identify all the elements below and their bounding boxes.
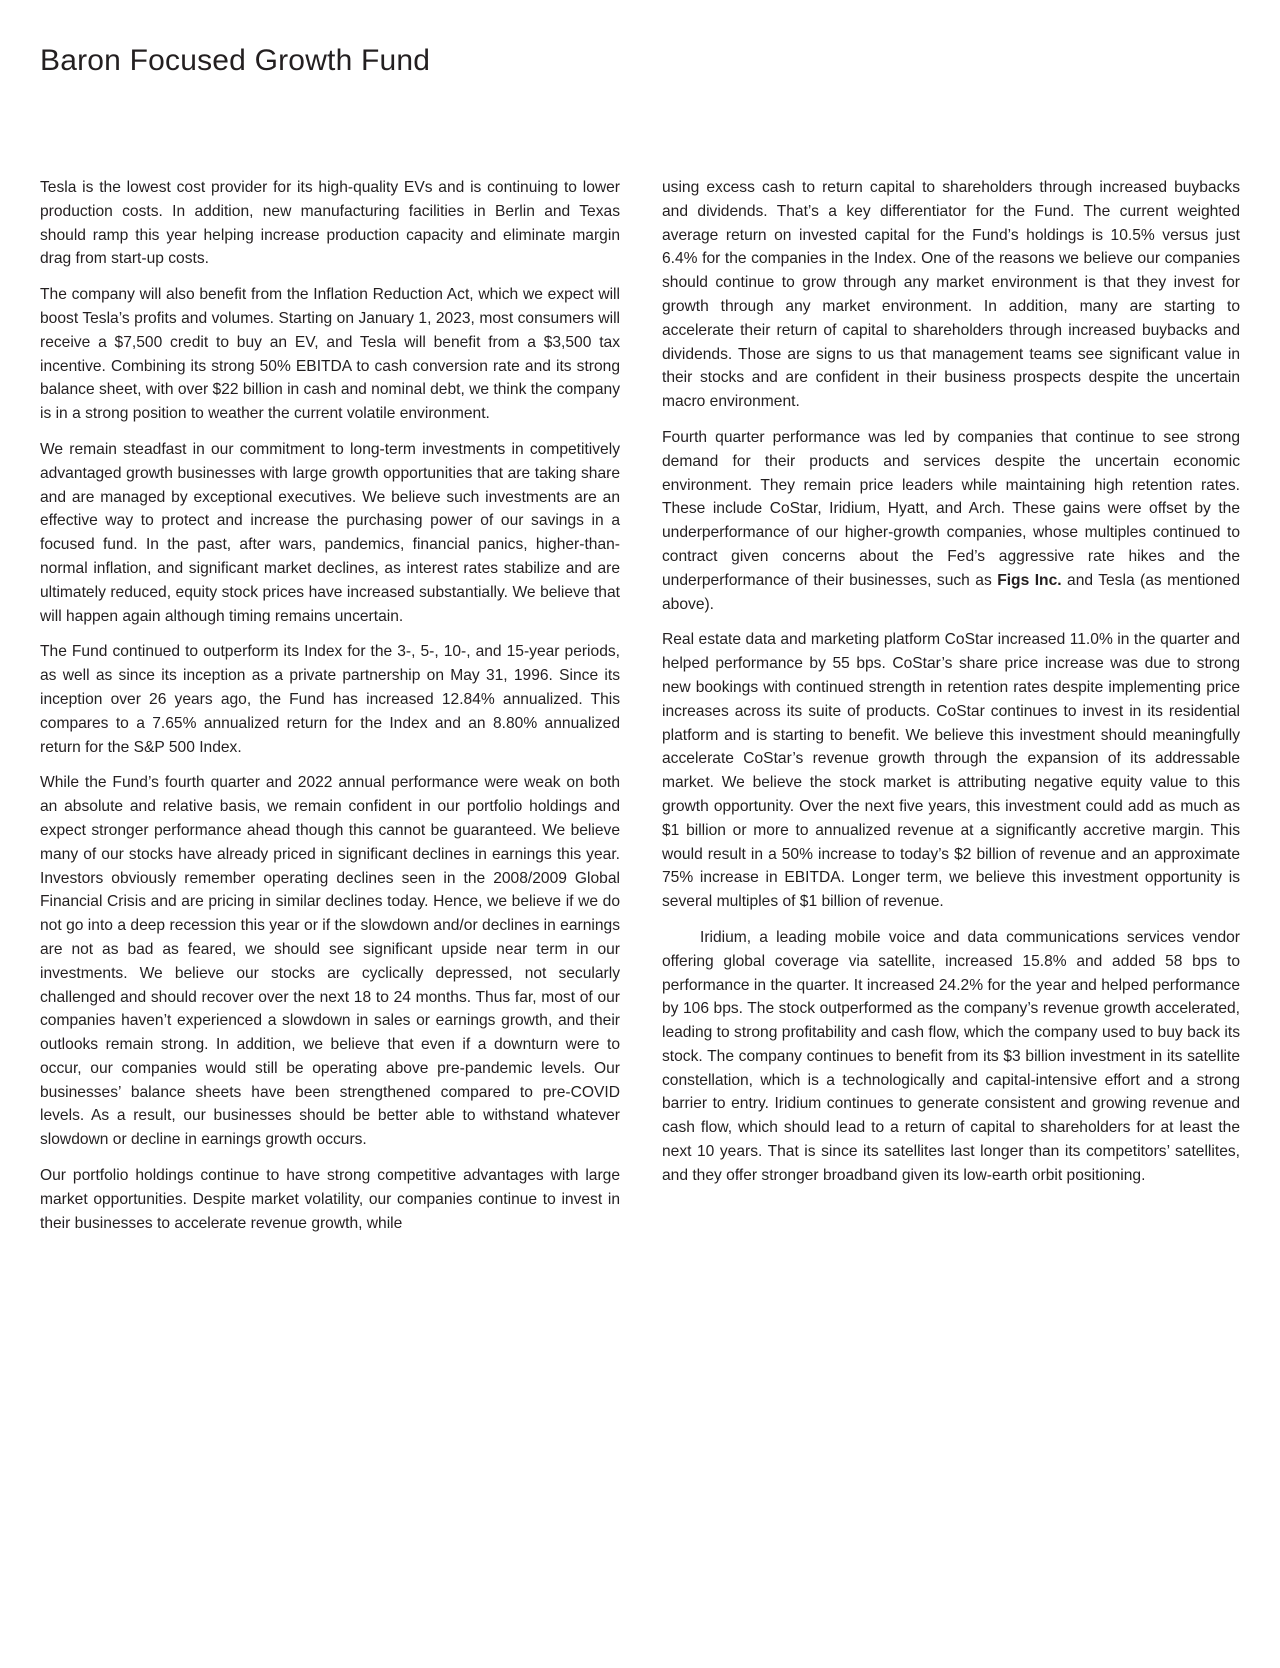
paragraph-fund-performance: The Fund continued to outperform its Index for the 3-, 5-, 10-, and 15-year periods, as well as since its inception as a private partnership on May 31, 1996. Since its inception over 26 years ago, the Fund has increased 12.84% annualized. This compares to a 7.65% annualized return for the Index and an 8.80% annualized return for the S&P 500 Index. [40, 643, 620, 756]
paragraph-competitive-advantages: Our portfolio holdings continue to have strong competitive advantages with large market opportunities. Despite market volatility, our companies continue to invest in their businesses to accelerate revenue growth, while [40, 1167, 620, 1232]
paragraph-tesla-costs: Tesla is the lowest cost provider for its high-quality EVs and is continuing to lower production costs. In addition, new manufacturing facilities in Berlin and Texas should ramp this year helping increase production capacity and eliminate margin drag from start-up costs. [40, 179, 620, 268]
left-column [40, 176, 620, 1247]
paragraph-text: and Tesla (as mentioned above). [662, 571, 1240, 613]
paragraph-iridium: Iridium, a leading mobile voice and data communications services vendor offering global coverage via satellite, increased 15.8% and added 58 bps to performance in the quarter. It increased 24.2% for the year and helped performance by 106 bps. The stock outperformed as the company’s revenue growth accelerated, leading to strong profitability and cash flow, which the company used to buy back its stock. The company continues to benefit from its $3 billion investment in its satellite constellation, which is a technologically and capital-intensive effort and a strong barrier to entry. Iridium continues to generate consistent and growing revenue and cash flow, which should lead to a return of capital to shareholders for at least the next 10 years. That is since its satellites last longer than its competitors’ satellites, and they offer stronger broadband given its low-earth orbit positioning. [662, 928, 1240, 1184]
paragraph-long-term-commitment: We remain steadfast in our commitment to long-term investments in competitively advantaged growth businesses with large growth opportunities that are taking share and are managed by exceptional executives. We believe such investments are an effective way to protect and increase the purchasing power of our savings in a focused fund. In the past, after wars, pandemics, financial panics, higher-than-normal inflation, and significant market declines, as interest rates stabilize and are ultimately reduced, equity stock prices have increased substantially. We believe that will happen again although timing remains uncertain. [40, 440, 620, 625]
page-title: Baron Focused Growth Fund [40, 44, 431, 77]
paragraph-outlook: While the Fund’s fourth quarter and 2022 annual performance were weak on both an absolute and relative basis, we remain confident in our portfolio holdings and expect stronger performance ahead though this cannot be guaranteed. We believe many of our stocks have already priced in significant declines in earnings this year. Investors obviously remember operating declines seen in the 2008/2009 Global Financial Crisis and are pricing in similar declines today. Hence, we believe if we do not go into a deep recession this year or if the slowdown and/or declines in earnings are not as bad as feared, we should see significant upside near term in our investments. We believe our stocks are cyclically depressed, not secularly challenged and should recover over the next 18 to 24 months. Thus far, most of our companies haven’t experienced a slowdown in sales or earnings growth, and their outlooks remain strong. In addition, we believe that even if a downturn were to occur, our companies would still be operating above pre-pandemic levels. Our businesses’ balance sheets have been strengthened compared to pre-COVID levels. As a result, our businesses should be better able to withstand whatever slowdown or decline in earnings growth occurs. [40, 774, 620, 1149]
paragraph-costar: Real estate data and marketing platform CoStar increased 11.0% in the quarter and helped performance by 55 bps. CoStar’s share price increase was due to strong new bookings with continued strength in retention rates despite implementing price increases across its suite of products. CoStar continues to invest in its residential platform and is starting to benefit. We believe this investment should meaningfully accelerate CoStar’s revenue growth through the expansion of its addressable market. We believe the stock market is attributing negative equity value to this growth opportunity. Over the next five years, this investment could add as much as $1 billion or more to annualized revenue at a significantly accretive margin. This would result in a 50% increase to today’s $2 billion of revenue and an approximate 75% increase in EBITDA. Longer term, we believe this investment opportunity is several multiples of $1 billion of revenue. [662, 631, 1240, 911]
paragraph-return-of-capital: using excess cash to return capital to shareholders through increased buybacks and dividends. That’s a key differentiator for the Fund. The current weighted average return on invested capital for the Fund’s holdings is 10.5% versus just 6.4% for the companies in the Index. One of the reasons we believe our companies should continue to grow through any market environment is that they invest for growth through any market environment. In addition, many are starting to accelerate their return of capital to shareholders through increased buybacks and dividends. Those are signs to us that management teams see significant value in their stocks and are confident in their business prospects despite the uncertain macro environment. [662, 179, 1240, 411]
paragraph-inflation-reduction-act: The company will also benefit from the Inflation Reduction Act, which we expect will boost Tesla’s profits and volumes. Starting on January 1, 2023, most consumers will receive a $7,500 credit to buy an EV, and Tesla will benefit from a $3,500 tax incentive. Combining its strong 50% EBITDA to cash conversion rate and its strong balance sheet, with over $22 billion in cash and nominal debt, we think the company is in a strong position to weather the current volatile environment. [40, 286, 620, 423]
company-name-bold: Figs Inc. [997, 571, 1062, 589]
right-column [662, 176, 1240, 1200]
paragraph-text: Fourth quarter performance was led by companies that continue to see strong demand for their products and services despite the uncertain economic environment. They remain price leaders while maintaining high retention rates. These include CoStar, Iridium, Hyatt, and Arch. These gains were offset by the underperformance of our higher-growth companies, whose multiples continued to contract given concerns about the Fed’s aggressive rate hikes and the underperformance of their businesses, such as [662, 428, 1240, 589]
paragraph-fourth-quarter-performance [662, 426, 1240, 616]
